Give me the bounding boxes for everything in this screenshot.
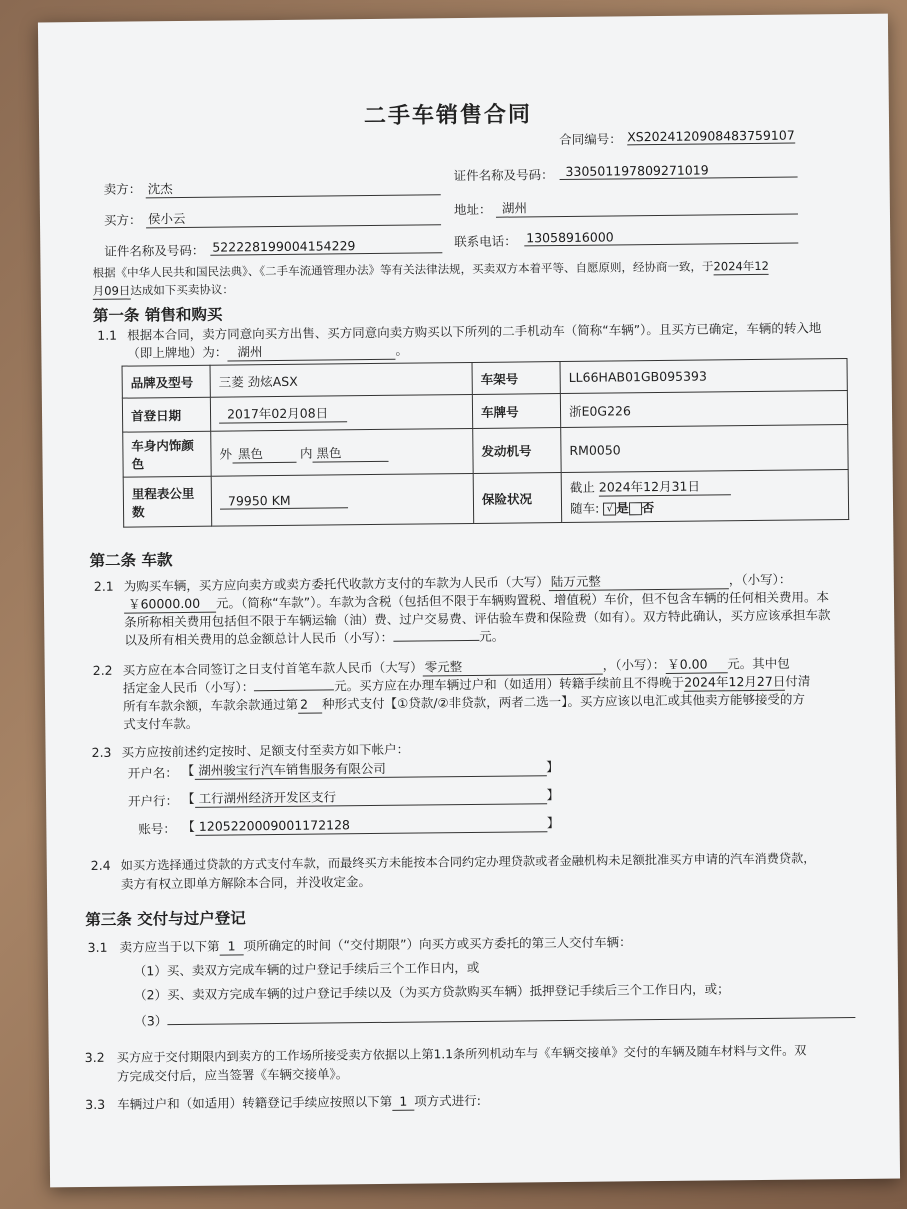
clause-2-1-e: 元。 bbox=[479, 628, 505, 644]
buyer-phone: 13058916000 bbox=[524, 228, 798, 247]
total-amount-blank[interactable] bbox=[393, 640, 479, 642]
down-payment-amount: ￥0.00 bbox=[665, 656, 727, 674]
clause-3-3-a: 车辆过户和（如适用）转籍登记手续应按照以下第 bbox=[117, 1093, 393, 1112]
bank-account-number: 1205220009001172128 bbox=[195, 815, 547, 836]
clause-2-2-a: 买方应在本合同签订之日支付首笔车款人民币（大写） bbox=[122, 659, 423, 678]
clause-2-2-num: 2.2 bbox=[92, 662, 113, 678]
preamble-line1 bbox=[92, 258, 769, 282]
clause-3-3-b: 项方式进行: bbox=[414, 1092, 482, 1109]
yes-label: 是 bbox=[616, 500, 629, 516]
payment-type: 2 bbox=[298, 697, 322, 714]
clause-2-1-b: 元。（简称“车款”）。车款为含税（包括但不限于车辆购置税、增值税）车价，但不包含车辆的任何相关费用。本 bbox=[215, 589, 830, 611]
clause-2-3-num: 2.3 bbox=[91, 744, 112, 760]
exterior-label: 外 bbox=[219, 445, 233, 462]
color-label-a: 车身内饰颜 bbox=[131, 437, 194, 454]
price-upper: 陆万元整 bbox=[549, 572, 729, 591]
insurance-until-label: 截止 bbox=[569, 479, 595, 495]
vin-label: 车架号 bbox=[472, 362, 560, 395]
account-label: 账号： bbox=[138, 821, 176, 837]
insurance-until-row bbox=[570, 475, 840, 497]
clause-3-2-line1: 买方应于交付期限内到卖方的工作场所接受卖方依据以上第1.1条所列机动车与《车辆交接单》交付的车辆及随车材料与文件。双 bbox=[116, 1043, 807, 1065]
transfer-option: 1 bbox=[392, 1094, 414, 1111]
engine-label: 发动机号 bbox=[473, 428, 561, 474]
checkbox-no[interactable] bbox=[629, 502, 642, 515]
insurance-label: 保险状况 bbox=[473, 473, 562, 524]
down-payment-upper: 零元整 bbox=[423, 658, 603, 677]
spec-row-odometer bbox=[123, 470, 848, 528]
interior-label: 内 bbox=[299, 445, 313, 461]
odometer-label-b: 数 bbox=[131, 503, 145, 520]
clause-2-4-line1: 如买方选择通过贷款的方式支付车款，而最终买方未能按本合同约定办理贷款或者金融机构未足额批准买方申请的汽车消费贷款， bbox=[120, 851, 816, 873]
contract-page bbox=[38, 14, 900, 1188]
clause-3-1-line1 bbox=[120, 934, 632, 956]
seller-id: 330501197809271019 bbox=[559, 162, 797, 180]
spec-row-color bbox=[123, 425, 848, 478]
clause-3-2-line2: 方完成交付后，应当签署《车辆交接单》。 bbox=[116, 1066, 349, 1084]
clause-3-1-item1: （1）买、卖双方完成车辆的过户登记手续后三个工作日内，或 bbox=[133, 959, 480, 979]
clause-2-1-d: 以及所有相关费用的总金额总计人民币（小写）： bbox=[124, 629, 394, 648]
preamble-text: 根据《中华人民共和国民法典》、《二手车流通管理办法》等有关法律法规，买卖双方本着平等、自愿原则，经协商一致，于 bbox=[92, 259, 714, 280]
clause-3-1-item3-label: （3） bbox=[134, 1013, 168, 1029]
reg-date-label: 首登日期 bbox=[122, 397, 210, 432]
preamble-date-a: 2024年12 bbox=[713, 258, 769, 274]
odometer-value: 79950 KM bbox=[220, 492, 348, 509]
clause-3-3-num: 3.3 bbox=[85, 1096, 106, 1113]
contract-no: XS2024120908483759107 bbox=[627, 127, 795, 145]
bank-name-row bbox=[182, 759, 559, 780]
preamble-line2 bbox=[93, 281, 234, 299]
clause-3-1-b: 项所确定的时间（“交付期限”）向买方或买方委托的第三人交付车辆： bbox=[243, 934, 632, 954]
brand-value: 三菱 劲炫ASX bbox=[210, 362, 472, 397]
clause-2-4-num: 2.4 bbox=[90, 857, 111, 873]
insurance-until: 2024年12月31日 bbox=[599, 476, 731, 496]
vin-value: LL66HAB01GB095393 bbox=[560, 359, 847, 394]
preamble-date-b: 月09日 bbox=[92, 283, 131, 298]
clause-2-2-f: 所有车款余额，车款余款通过第 bbox=[123, 696, 299, 714]
brand-label: 品牌及型号 bbox=[122, 365, 210, 398]
clause-2-1-line4 bbox=[124, 629, 504, 649]
bracket-open-1: 【 bbox=[181, 762, 195, 779]
clause-2-1-small: ，（小写）： bbox=[728, 571, 792, 588]
clause-3-1-a: 卖方应当于以下第 bbox=[119, 938, 220, 955]
preamble-text-2: 达成如下买卖协议： bbox=[130, 282, 234, 298]
clause-2-2-e: 付清 bbox=[785, 673, 811, 689]
clause-1-1-end: 。 bbox=[395, 342, 408, 358]
color-label-b: 色 bbox=[131, 456, 145, 472]
odometer-label bbox=[123, 476, 212, 527]
buyer-address: 湖州 bbox=[496, 196, 798, 218]
clause-2-2-d: 元。买方应在办理车辆过户和（如适用）转籍手续前且不得晚于 bbox=[334, 674, 685, 694]
bracket-close-2: 】 bbox=[546, 787, 560, 803]
clause-2-2-line4: 式支付车款。 bbox=[123, 715, 199, 732]
odometer-cell bbox=[211, 473, 474, 526]
delivery-option: 1 bbox=[220, 938, 244, 955]
clause-2-2-small: ，（小写）： bbox=[602, 656, 666, 673]
account-row bbox=[182, 815, 559, 836]
buyer-id: 522228199004154229 bbox=[210, 237, 442, 255]
deposit-blank[interactable] bbox=[254, 689, 334, 691]
article-2-title: 第二条 车款 bbox=[89, 551, 173, 570]
clause-3-1-item2: （2）买、卖双方完成车辆的过户登记手续以及（为买方贷款购买车辆）抵押登记手续后三个工作日内，或； bbox=[134, 981, 730, 1003]
bank-name-label: 开户名： bbox=[127, 765, 178, 781]
destination-city: 湖州 bbox=[227, 343, 395, 362]
bracket-close-1: 】 bbox=[546, 759, 559, 775]
clause-2-3-text: 买方应按前述约定按时、足额支付至卖方如下帐户： bbox=[121, 741, 410, 760]
clause-2-1-line3: 条所称相关费用包括但不限于车辆运输（油）费、过户交易费、评估验车费和保险费（如有）。双方特此确认，买方应该承担车款 bbox=[124, 607, 831, 630]
plate-label: 车牌号 bbox=[472, 394, 560, 429]
follow-label: 随车: bbox=[569, 500, 600, 516]
buyer-phone-label: 联系电话： bbox=[454, 233, 517, 250]
clause-3-1-item3 bbox=[134, 1006, 855, 1030]
clause-1-1-text: 根据本合同，卖方同意向买方出售、买方同意向卖方购买以下所列的二手机动车（简称“车辆”）。且买方已确定，车辆的转入地 bbox=[127, 320, 822, 343]
article-1-title: 第一条 销售和购买 bbox=[92, 305, 223, 325]
bank-row bbox=[182, 787, 559, 808]
bank-account-name: 湖州骏宝行汽车销售服务有限公司 bbox=[194, 759, 546, 780]
clause-1-1-text2-label: （即上牌地）为： bbox=[127, 344, 228, 361]
no-label: 否 bbox=[641, 500, 655, 516]
exterior-color: 黑色 bbox=[232, 443, 296, 463]
bracket-open-2: 【 bbox=[181, 790, 195, 807]
buyer-address-label: 地址： bbox=[453, 201, 492, 218]
clause-2-1-num: 2.1 bbox=[93, 578, 114, 594]
vehicle-spec-table bbox=[122, 358, 850, 528]
seller-label: 卖方： bbox=[103, 181, 142, 197]
clause-3-3-line1 bbox=[117, 1093, 481, 1114]
price-amount: ￥60000.00 bbox=[124, 596, 216, 614]
contract-no-label: 合同编号： bbox=[559, 131, 622, 148]
clause-3-2-num: 3.2 bbox=[84, 1049, 105, 1066]
clause-2-2-g: 种形式支付【①贷款/②非贷款，两者二选一】。买方应该以电汇或其他卖方能够接受的方 bbox=[322, 691, 806, 712]
clause-2-4-line2: 卖方有权立即单方解除本合同，并没收定金。 bbox=[120, 874, 372, 892]
clause-2-2-b: 元。其中包 bbox=[727, 655, 790, 672]
buyer-name: 侯小云 bbox=[146, 206, 441, 228]
odometer-label-a: 里程表公里 bbox=[131, 485, 195, 502]
bank-branch: 工行湖州经济开发区支行 bbox=[194, 787, 546, 808]
bracket-close-3: 】 bbox=[546, 815, 560, 831]
clause-2-1-a: 为购买车辆，买方应向卖方或卖方委托代收款方支付的车款为人民币（大写） bbox=[123, 574, 549, 594]
buyer-id-label: 证件名称及号码： bbox=[104, 242, 205, 259]
buyer-label: 买方： bbox=[103, 212, 142, 228]
reg-date-value: 2017年02月08日 bbox=[219, 403, 347, 423]
engine-value: RM0050 bbox=[561, 425, 848, 473]
clause-1-1-num: 1.1 bbox=[97, 327, 118, 343]
color-cell bbox=[211, 428, 473, 476]
seller-name: 沈杰 bbox=[146, 176, 441, 198]
plate-value: 浙E0G226 bbox=[560, 391, 847, 428]
clause-3-1-num: 3.1 bbox=[87, 939, 108, 956]
checkbox-yes[interactable]: √ bbox=[603, 502, 616, 515]
bank-label: 开户行： bbox=[128, 793, 179, 809]
document-title: 二手车销售合同 bbox=[363, 102, 533, 130]
seller-id-label: 证件名称及号码： bbox=[453, 167, 554, 184]
interior-color: 黑色 bbox=[312, 442, 388, 462]
insurance-follow-row bbox=[570, 496, 840, 517]
bracket-open-3: 【 bbox=[182, 818, 195, 835]
color-label bbox=[123, 431, 211, 477]
clause-2-2-c: 括定金人民币（小写）： bbox=[122, 679, 255, 696]
reg-date-cell bbox=[210, 394, 472, 431]
insurance-cell bbox=[561, 470, 849, 523]
clause-1-1-text2 bbox=[127, 343, 408, 363]
delivery-other-blank[interactable] bbox=[167, 1017, 855, 1025]
balance-due-date: 2024年12月27日 bbox=[684, 673, 786, 690]
article-3-title: 第三条 交付与过户登记 bbox=[85, 909, 246, 930]
